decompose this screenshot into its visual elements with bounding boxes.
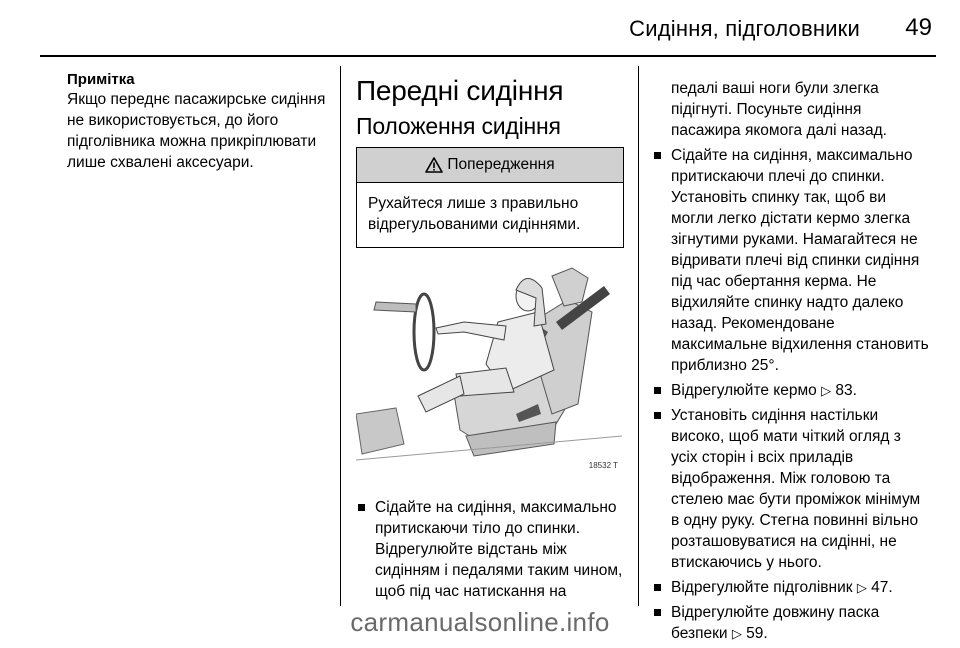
section-title: Передні сидіння <box>356 75 564 106</box>
column-divider-2 <box>638 66 639 606</box>
list-item: Відрегулюйте довжину паска безпеки ▷ 59. <box>652 602 930 644</box>
bullet-square-icon <box>654 584 661 591</box>
column-divider-1 <box>340 66 341 606</box>
subsection-title: Положення сидіння <box>356 113 561 139</box>
page-ref-triangle-icon: ▷ <box>821 383 832 398</box>
page-ref[interactable]: 83. <box>835 382 857 399</box>
chapter-title: Сидіння, підголовники <box>629 16 860 41</box>
warning-triangle-icon <box>425 157 443 173</box>
page-ref[interactable]: 47. <box>871 579 893 596</box>
column-middle <box>356 75 624 606</box>
warning-text: Рухайтеся лише з правильно відрегульованими сидіннями. <box>368 195 581 233</box>
bullet-square-icon <box>654 152 661 159</box>
column-left <box>67 72 327 173</box>
list-item: Сідайте на сидіння, максимально притискаючи тіло до спинки. Відрегулюйте відстань між сидінням і педалями таким чином, щоб під час натискання на <box>356 497 624 602</box>
warning-title: Попередження <box>447 156 555 173</box>
bullet-square-icon <box>654 387 661 394</box>
list-item: Відрегулюйте кермо ▷ 83. <box>652 380 930 401</box>
column-right <box>652 78 930 648</box>
watermark: carmanualsonline.info <box>350 607 610 637</box>
note-title: Примітка <box>67 71 135 88</box>
page-ref[interactable]: 59. <box>746 625 768 642</box>
page-ref-triangle-icon: ▷ <box>856 580 867 595</box>
bullet-square-icon <box>654 412 661 419</box>
header-rule <box>40 55 936 57</box>
warning-header <box>357 148 623 183</box>
page-header <box>0 0 960 56</box>
seat-position-illustration <box>356 264 622 474</box>
bullet-square-icon <box>358 504 365 511</box>
page-ref-triangle-icon: ▷ <box>731 626 742 641</box>
note-text: Якщо переднє пасажирське сидіння не використовується, до його підголівника можна прикріплювати лише схвалені аксесуари. <box>67 91 326 171</box>
continued-text: педалі ваші ноги були злегка підігнуті. Посуньте сидіння пасажира якомога далі назад. <box>671 80 887 139</box>
list-item: Сідайте на сидіння, максимально притискаючи плечі до спинки. Установіть спинку так, щоб ви могли легко дістати кермо злегка зігнутими руками. Намагайтеся не відривати плечі від спинки сидіння під час обертання керма. Не відхиляйте спинку надто далеко назад. Рекомендоване максимальне відхилення становить приблизно 25°. <box>652 145 930 376</box>
page-number: 49 <box>905 14 932 41</box>
bullet-list-right <box>652 145 930 644</box>
list-item: Відрегулюйте підголівник ▷ 47. <box>652 577 930 598</box>
bullet-list-middle <box>356 497 624 602</box>
list-item: Установіть сидіння настільки високо, щоб мати чіткий огляд з усіх сторін і всіх приладів відображення. Між головою та стелею має бути проміжок мінімум в одну руку. Стегна повинні вільно розташовуватися на сидінні, не втискаючись у нього. <box>652 405 930 573</box>
warning-box <box>356 147 624 248</box>
illustration-code: 18532 T <box>588 461 618 470</box>
